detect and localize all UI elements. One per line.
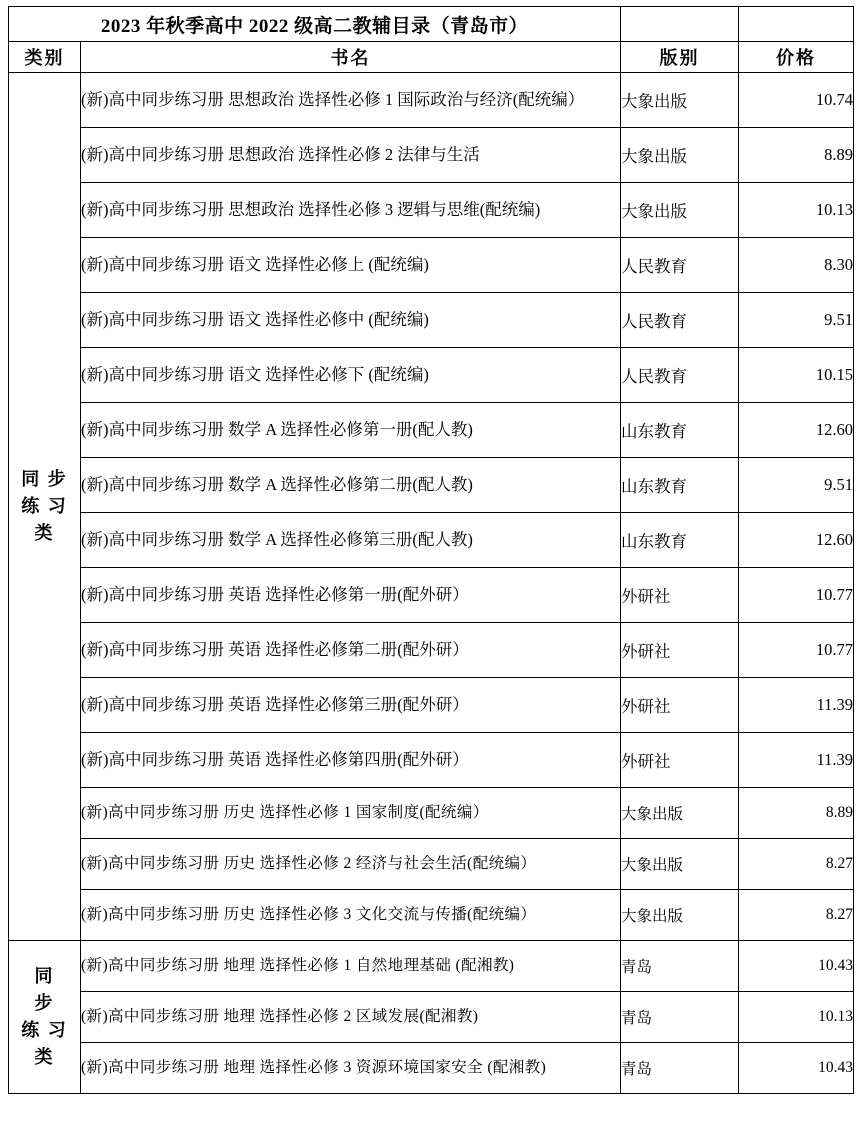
price-cell: 8.27 (739, 839, 854, 890)
table-row (9, 839, 854, 890)
book-name-cell: (新)高中同步练习册 历史 选择性必修 1 国家制度(配统编） (81, 788, 621, 839)
table-row (9, 293, 854, 348)
book-name-cell: (新)高中同步练习册 语文 选择性必修上 (配统编) (81, 238, 621, 293)
book-name-cell: (新)高中同步练习册 语文 选择性必修中 (配统编) (81, 293, 621, 348)
table-row (9, 568, 854, 623)
book-name-cell: (新)高中同步练习册 英语 选择性必修第三册(配外研） (81, 678, 621, 733)
title-blank-publisher (621, 7, 739, 42)
book-name-cell: (新)高中同步练习册 思想政治 选择性必修 3 逻辑与思维(配统编) (81, 183, 621, 238)
header-book-name: 书名 (81, 42, 621, 73)
book-name-cell: (新)高中同步练习册 历史 选择性必修 2 经济与社会生活(配统编） (81, 839, 621, 890)
publisher-cell: 大象出版 (621, 788, 739, 839)
publisher-cell: 外研社 (621, 678, 739, 733)
publisher-cell: 青岛 (621, 941, 739, 992)
price-cell: 9.51 (739, 293, 854, 348)
price-cell: 8.89 (739, 128, 854, 183)
publisher-cell: 大象出版 (621, 128, 739, 183)
publisher-cell: 山东教育 (621, 403, 739, 458)
book-name-cell: (新)高中同步练习册 英语 选择性必修第二册(配外研） (81, 623, 621, 678)
category-cell (9, 73, 81, 941)
table-row (9, 73, 854, 128)
table-row (9, 1043, 854, 1094)
table-row (9, 890, 854, 941)
book-name-cell: (新)高中同步练习册 思想政治 选择性必修 1 国际政治与经济(配统编） (81, 73, 621, 128)
category-line: 练 习 (21, 1020, 68, 1040)
price-cell: 8.89 (739, 788, 854, 839)
book-name-cell: (新)高中同步练习册 数学 A 选择性必修第一册(配人教) (81, 403, 621, 458)
table-row (9, 183, 854, 238)
publisher-cell: 人民教育 (621, 293, 739, 348)
publisher-cell: 大象出版 (621, 73, 739, 128)
publisher-cell: 大象出版 (621, 890, 739, 941)
price-cell: 10.77 (739, 623, 854, 678)
publisher-cell: 外研社 (621, 568, 739, 623)
price-cell: 12.60 (739, 513, 854, 568)
table-row (9, 348, 854, 403)
header-price: 价格 (739, 42, 854, 73)
publisher-cell: 山东教育 (621, 458, 739, 513)
publisher-cell: 青岛 (621, 992, 739, 1043)
publisher-cell: 人民教育 (621, 238, 739, 293)
book-name-cell: (新)高中同步练习册 英语 选择性必修第一册(配外研） (81, 568, 621, 623)
title-row (9, 7, 854, 42)
document-title: 2023 年秋季高中 2022 级高二教辅目录（青岛市） (9, 7, 621, 42)
price-cell: 11.39 (739, 733, 854, 788)
publisher-cell: 青岛 (621, 1043, 739, 1094)
publisher-cell: 外研社 (621, 733, 739, 788)
book-name-cell: (新)高中同步练习册 历史 选择性必修 3 文化交流与传播(配统编） (81, 890, 621, 941)
table-row (9, 513, 854, 568)
book-name-cell: (新)高中同步练习册 地理 选择性必修 2 区域发展(配湘教) (81, 992, 621, 1043)
book-name-cell: (新)高中同步练习册 地理 选择性必修 1 自然地理基础 (配湘教) (81, 941, 621, 992)
category-line: 同 (34, 966, 55, 986)
category-line: 步 (34, 993, 55, 1013)
price-cell: 8.27 (739, 890, 854, 941)
catalog-table (8, 6, 854, 1094)
table-row (9, 941, 854, 992)
publisher-cell: 人民教育 (621, 348, 739, 403)
price-cell: 10.13 (739, 992, 854, 1043)
title-blank-price (739, 7, 854, 42)
header-row (9, 42, 854, 73)
header-category: 类别 (9, 42, 81, 73)
price-cell: 12.60 (739, 403, 854, 458)
price-cell: 10.77 (739, 568, 854, 623)
book-name-cell: (新)高中同步练习册 英语 选择性必修第四册(配外研） (81, 733, 621, 788)
table-row (9, 623, 854, 678)
header-publisher: 版别 (621, 42, 739, 73)
publisher-cell: 山东教育 (621, 513, 739, 568)
category-line: 类 (34, 523, 55, 543)
publisher-cell: 大象出版 (621, 183, 739, 238)
table-row (9, 128, 854, 183)
table-row (9, 678, 854, 733)
price-cell: 11.39 (739, 678, 854, 733)
table-row (9, 238, 854, 293)
book-name-cell: (新)高中同步练习册 语文 选择性必修下 (配统编) (81, 348, 621, 403)
table-row (9, 403, 854, 458)
price-cell: 9.51 (739, 458, 854, 513)
price-cell: 8.30 (739, 238, 854, 293)
price-cell: 10.74 (739, 73, 854, 128)
table-body (9, 7, 854, 1094)
category-line: 类 (34, 1047, 55, 1067)
table-row (9, 992, 854, 1043)
book-name-cell: (新)高中同步练习册 数学 A 选择性必修第二册(配人教) (81, 458, 621, 513)
category-line: 练 习 (21, 496, 68, 516)
publisher-cell: 大象出版 (621, 839, 739, 890)
book-name-cell: (新)高中同步练习册 思想政治 选择性必修 2 法律与生活 (81, 128, 621, 183)
table-row (9, 458, 854, 513)
table-row (9, 788, 854, 839)
price-cell: 10.13 (739, 183, 854, 238)
book-name-cell: (新)高中同步练习册 地理 选择性必修 3 资源环境国家安全 (配湘教) (81, 1043, 621, 1094)
category-line: 同 步 (21, 469, 68, 489)
price-cell: 10.15 (739, 348, 854, 403)
category-cell (9, 941, 81, 1094)
table-row (9, 733, 854, 788)
book-name-cell: (新)高中同步练习册 数学 A 选择性必修第三册(配人教) (81, 513, 621, 568)
publisher-cell: 外研社 (621, 623, 739, 678)
price-cell: 10.43 (739, 1043, 854, 1094)
price-cell: 10.43 (739, 941, 854, 992)
